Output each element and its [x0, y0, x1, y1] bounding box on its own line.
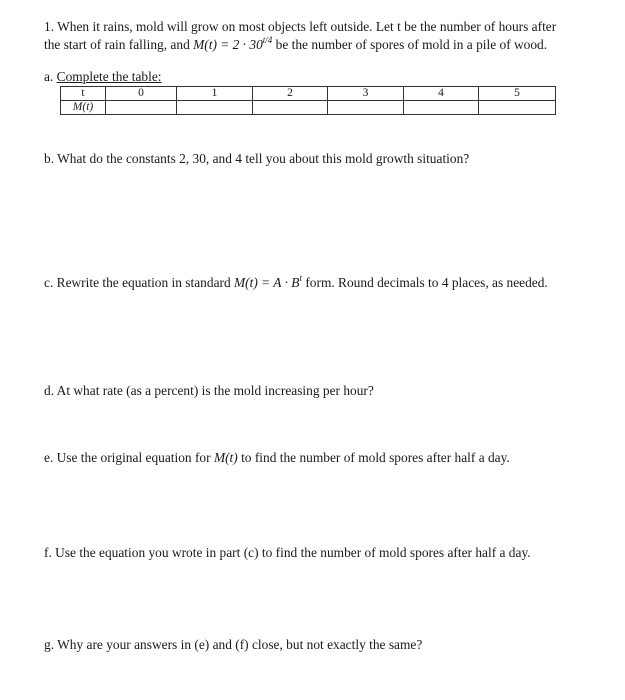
part-c-exponent: t	[299, 273, 302, 283]
table-t-value: 5	[479, 87, 556, 101]
part-c-equation: M(t) = A · B	[234, 275, 300, 290]
part-c-question	[44, 274, 548, 293]
intro-equation-exponent: t/4	[262, 35, 273, 45]
table-m-cell[interactable]	[106, 101, 177, 115]
intro-equation: M(t) = 2 · 30	[193, 37, 263, 52]
part-e-question	[44, 449, 510, 466]
problem-intro-line-1	[44, 18, 556, 35]
table-header-t: t	[61, 87, 106, 101]
table-row-m	[61, 101, 556, 115]
part-f-question: f. Use the equation you wrote in part (c) to find the number of mold spores after half a day.	[44, 545, 531, 560]
table-t-value: 1	[177, 87, 253, 101]
table-t-value: 2	[253, 87, 328, 101]
table-m-cell[interactable]	[253, 101, 328, 115]
values-table	[60, 86, 556, 115]
problem-intro-line-2	[44, 36, 547, 55]
intro-text-2b: be the number of spores of mold in a pile of wood.	[272, 37, 548, 52]
table-m-cell[interactable]	[177, 101, 253, 115]
part-c-suffix: form. Round decimals to 4 places, as needed.	[301, 275, 548, 290]
table-row-t	[61, 87, 556, 101]
intro-text-2a: the start of rain falling, and	[44, 37, 194, 52]
table-t-value: 3	[328, 87, 404, 101]
part-g-question: g. Why are your answers in (e) and (f) close, but not exactly the same?	[44, 637, 423, 652]
part-c-prefix: c. Rewrite the equation in standard	[44, 275, 235, 290]
intro-text-1: 1. When it rains, mold will grow on most objects left outside. Let t be the number of hours after	[44, 19, 557, 34]
part-e-suffix: to find the number of mold spores after half a day.	[237, 450, 510, 465]
part-a-prefix: a.	[44, 69, 57, 84]
table-header-m: M(t)	[61, 101, 106, 115]
part-b-question: b. What do the constants 2, 30, and 4 tell you about this mold growth situation?	[44, 151, 470, 166]
table-m-cell[interactable]	[404, 101, 479, 115]
table-m-cell[interactable]	[479, 101, 556, 115]
part-d-question: d. At what rate (as a percent) is the mold increasing per hour?	[44, 383, 374, 398]
part-e-equation: M(t)	[213, 450, 238, 465]
table-t-value: 4	[404, 87, 479, 101]
part-a-label	[44, 68, 162, 85]
table-m-cell[interactable]	[328, 101, 404, 115]
part-e-prefix: e. Use the original equation for	[44, 450, 214, 465]
part-a-title: Complete the table:	[56, 69, 162, 84]
table-t-value: 0	[106, 87, 177, 101]
